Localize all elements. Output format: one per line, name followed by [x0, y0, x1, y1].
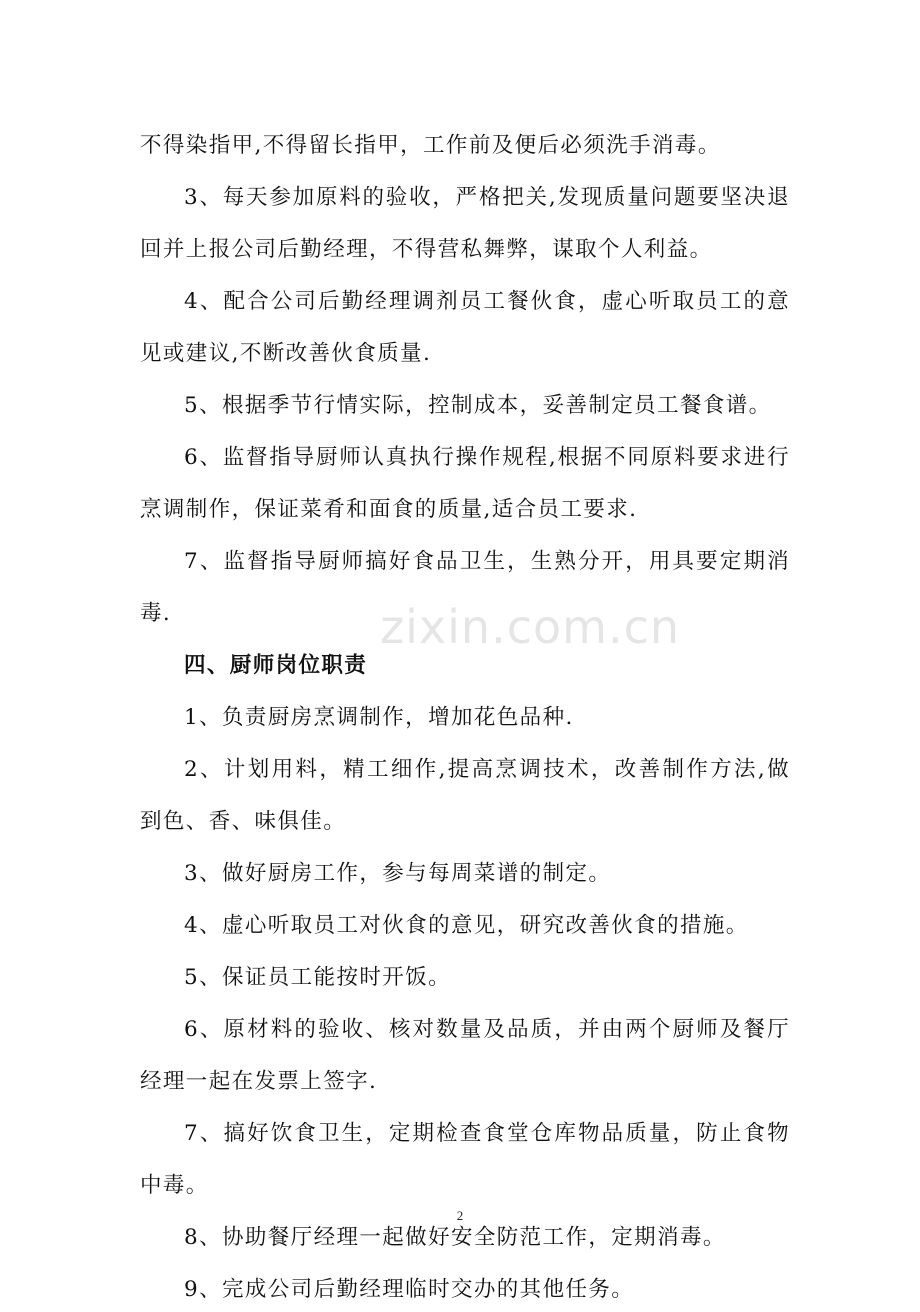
text-line: 见或建议,不断改善伙食质量. [140, 341, 432, 366]
document-body [140, 124, 790, 1312]
text-line: 毒. [140, 601, 172, 626]
section-heading: 四、厨师岗位职责 [184, 653, 368, 678]
text-line: 6、原材料的验收、核对数量及品质，并由两个厨师及餐厅 [184, 1017, 790, 1042]
text-line: 4、虚心听取员工对伙食的意见，研究改善伙食的措施。 [184, 913, 749, 938]
text-line: 5、根据季节行情实际，控制成本，妥善制定员工餐食谱。 [184, 393, 772, 418]
watermark: zixin.com.cn [380, 600, 681, 654]
text-line: 8、协助餐厅经理一起做好安全防范工作，定期消毒。 [184, 1225, 726, 1250]
text-line: 9、完成公司后勤经理临时交办的其他任务。 [184, 1277, 635, 1302]
text-line: 3、每天参加原料的验收，严格把关,发现质量问题要坚决退 [184, 185, 790, 210]
page-number: 2 [456, 1208, 464, 1223]
text-line: 4、配合公司后勤经理调剂员工餐伙食，虚心听取员工的意 [184, 289, 790, 314]
text-line: 1、负责厨房烹调制作，增加花色品种. [184, 705, 574, 730]
text-line: 5、保证员工能按时开饭。 [184, 965, 451, 990]
text-line: 烹调制作，保证菜肴和面食的质量,适合员工要求. [140, 497, 638, 522]
text-line: 经理一起在发票上签字. [140, 1069, 378, 1094]
text-line: 3、做好厨房工作，参与每周菜谱的制定。 [184, 861, 612, 886]
text-line: 6、监督指导厨师认真执行操作规程,根据不同原料要求进行 [184, 445, 790, 470]
text-line: 到色、香、味俱佳。 [140, 809, 347, 834]
text-line: 回并上报公司后勤经理，不得营私舞弊，谋取个人利益。 [140, 237, 713, 262]
text-line: 2、计划用料，精工细作,提高烹调技术，改善制作方法,做 [184, 757, 790, 782]
text-line: 中毒。 [140, 1173, 209, 1198]
text-line: 7、搞好饮食卫生，定期检查食堂仓库物品质量，防止食物 [184, 1121, 790, 1146]
text-line: 不得染指甲,不得留长指甲，工作前及便后必须洗手消毒。 [140, 133, 721, 158]
text-line: 7、监督指导厨师搞好食品卫生，生熟分开，用具要定期消 [184, 549, 790, 574]
